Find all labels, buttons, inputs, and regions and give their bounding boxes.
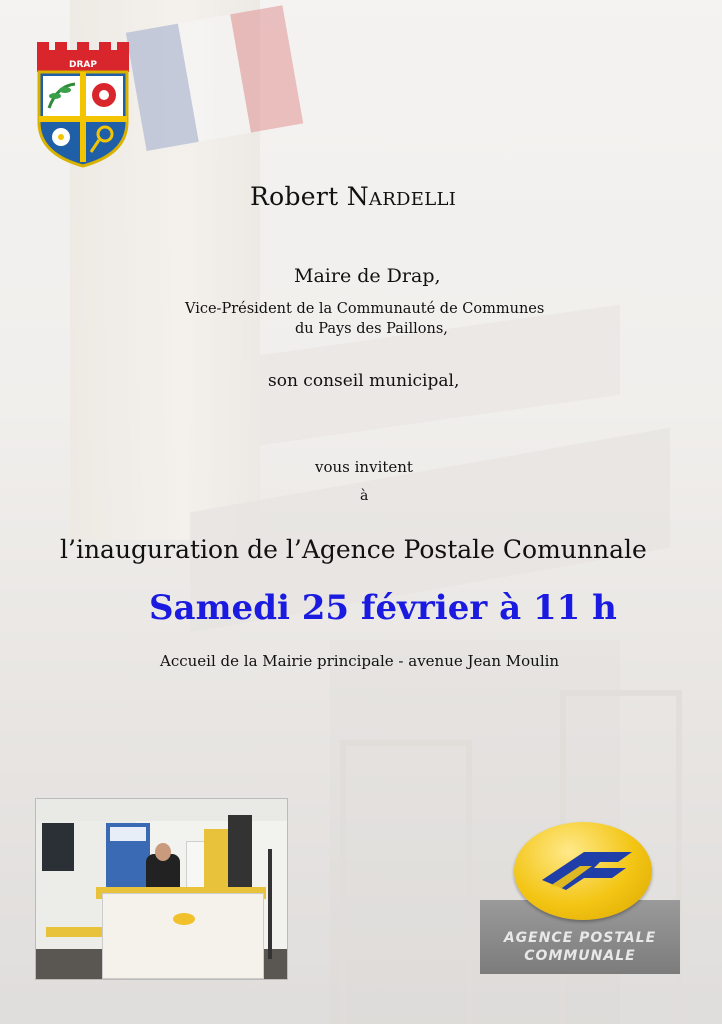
mayor-name: Robert Nardelli (250, 182, 457, 211)
event-place: Accueil de la Mairie principale - avenue Jean Moulin (160, 652, 560, 670)
invite-line: vous invitent (315, 458, 413, 476)
a-line: à (360, 488, 369, 504)
event-date: Samedi 25 février à 11 h (149, 588, 617, 628)
vp-title-line2: du Pays des Paillons, (295, 321, 448, 337)
vp-title-line1: Vice-Président de la Communauté de Communes (185, 301, 545, 317)
agence-postale-logo (480, 822, 680, 974)
logo-line1: AGENCE POSTALE (503, 930, 657, 946)
agency-interior-photo (35, 798, 288, 980)
mayor-title: Maire de Drap, (294, 265, 441, 287)
drap-crest (35, 42, 131, 168)
council-line: son conseil municipal, (268, 371, 460, 391)
la-poste-bird-icon (514, 822, 652, 920)
logo-line2: COMMUNALE (524, 948, 636, 964)
event-title: l’inauguration de l’Agence Postale Comunnale (60, 535, 647, 564)
crest-label: DRAP (69, 60, 97, 70)
